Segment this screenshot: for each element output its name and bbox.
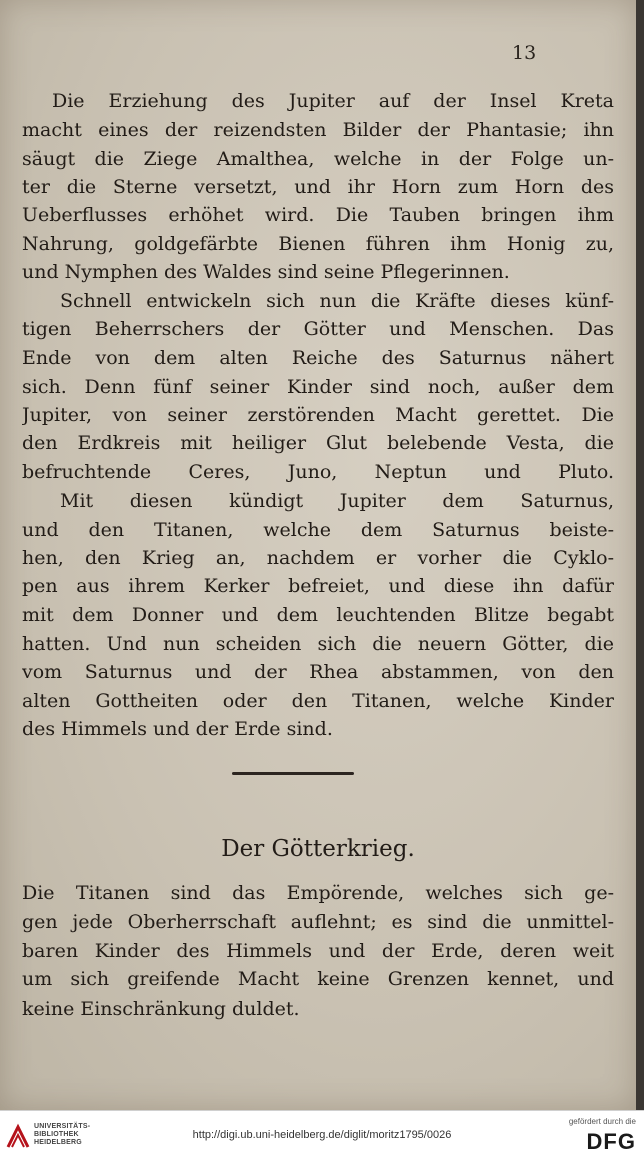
section-heading: Der Götterkrieg. xyxy=(221,836,415,862)
text-line: Jupiter, von seiner zerstörenden Macht gerettet. Die xyxy=(22,404,614,426)
text-line: pen aus ihrem Kerker befreiet, und diese ihn dafür xyxy=(22,575,614,597)
text-line: keine Einschränkung duldet. xyxy=(22,998,300,1020)
text-line: hen, den Krieg an, nachdem er vorher die Cyklo- xyxy=(22,547,614,569)
section-divider xyxy=(232,772,354,775)
text-line: und Nymphen des Waldes sind seine Pflegerinnen. xyxy=(22,261,510,283)
text-line: Nahrung, goldgefärbte Bienen führen ihm Honig zu, xyxy=(22,233,614,255)
page-number: 13 xyxy=(512,42,537,64)
text-line: hatten. Und nun scheiden sich die neuern Götter, die xyxy=(22,633,614,655)
text-line: alten Gottheiten oder den Titanen, welche Kinder xyxy=(22,690,614,712)
text-line: des Himmels und der Erde sind. xyxy=(22,718,333,740)
text-line: Ende von dem alten Reiche des Saturnus nähert xyxy=(22,347,614,369)
text-line: baren Kinder des Himmels und der Erde, deren weit xyxy=(22,940,614,962)
text-line: vom Saturnus und der Rhea abstammen, von den xyxy=(22,661,614,683)
text-line: tigen Beherrschers der Götter und Menschen. Das xyxy=(22,318,614,340)
text-line: säugt die Ziege Amalthea, welche in der Folge un- xyxy=(22,148,614,170)
dfg-logo: DFG xyxy=(586,1129,636,1154)
permalink-url[interactable]: http://digi.ub.uni-heidelberg.de/diglit/moritz1795/0026 xyxy=(192,1129,452,1141)
library-name: UNIVERSITÄTS- BIBLIOTHEK HEIDELBERG xyxy=(34,1123,91,1146)
text-line: Die Erziehung des Jupiter auf der Insel Kreta xyxy=(52,90,614,112)
text-line: gen jede Oberherrschaft auflehnt; es sind die unmittel- xyxy=(22,911,614,933)
text-line: den Erdkreis mit heiliger Glut belebende Vesta, die xyxy=(22,432,614,454)
text-line: ter die Sterne versetzt, und ihr Horn zum Horn des xyxy=(22,176,614,198)
text-line: macht eines der reizendsten Bilder der Phantasie; ihn xyxy=(22,119,614,141)
viewer-footer xyxy=(0,1110,644,1160)
text-line: Mit diesen kündigt Jupiter dem Saturnus, xyxy=(60,490,614,512)
text-line: Schnell entwickeln sich nun die Kräfte dieses künf- xyxy=(60,290,614,312)
text-line: Ueberflusses erhöhet wird. Die Tauben bringen ihm xyxy=(22,204,614,226)
funding-note: gefördert durch die xyxy=(568,1117,636,1126)
text-line: um sich greifende Macht keine Grenzen kennet, und xyxy=(22,968,614,990)
text-line: befruchtende Ceres, Juno, Neptun und Pluto. xyxy=(22,461,614,483)
text-line: mit dem Donner und dem leuchtenden Blitze begabt xyxy=(22,604,614,626)
text-line: und den Titanen, welche dem Saturnus beiste- xyxy=(22,519,614,541)
text-line: sich. Denn fünf seiner Kinder sind noch, außer dem xyxy=(22,376,614,398)
text-line: Die Titanen sind das Empörende, welches sich ge- xyxy=(22,882,614,904)
